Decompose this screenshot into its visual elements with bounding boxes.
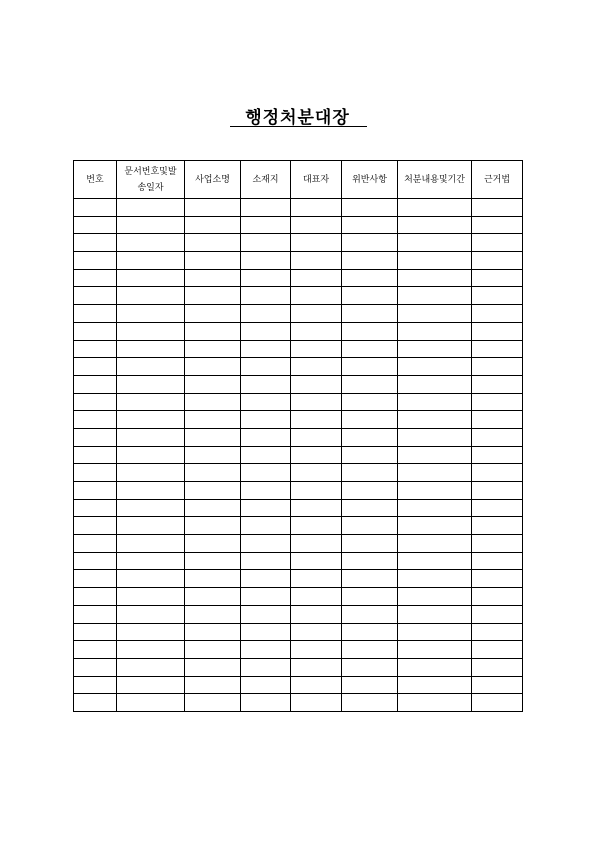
table-cell[interactable] [472, 340, 523, 358]
table-cell[interactable] [241, 623, 291, 641]
table-cell[interactable] [185, 552, 241, 570]
page-title: 행정처분대장 [245, 108, 350, 128]
table-cell[interactable] [342, 464, 398, 482]
table-cell[interactable] [472, 446, 523, 464]
table-cell[interactable] [185, 269, 241, 287]
table-row [74, 411, 523, 429]
title-underline [230, 126, 367, 127]
table-cell[interactable] [398, 375, 472, 393]
table-cell[interactable] [74, 252, 117, 270]
table-cell[interactable] [291, 411, 342, 429]
table-cell[interactable] [472, 464, 523, 482]
table-cell[interactable] [342, 446, 398, 464]
table-cell[interactable] [74, 322, 117, 340]
table-row [74, 464, 523, 482]
table-cell[interactable] [74, 499, 117, 517]
table-cell[interactable] [291, 287, 342, 305]
table-cell[interactable] [398, 482, 472, 500]
table-cell[interactable] [291, 199, 342, 217]
table-cell[interactable] [117, 482, 185, 500]
table-cell[interactable] [398, 340, 472, 358]
table-cell[interactable] [342, 411, 398, 429]
table-cell[interactable] [398, 570, 472, 588]
table-cell[interactable] [398, 305, 472, 323]
register-body [74, 199, 523, 712]
table-cell[interactable] [74, 216, 117, 234]
table-cell[interactable] [241, 535, 291, 553]
table-cell[interactable] [117, 375, 185, 393]
table-cell[interactable] [117, 552, 185, 570]
table-cell[interactable] [74, 552, 117, 570]
table-cell[interactable] [342, 287, 398, 305]
table-row [74, 428, 523, 446]
table-row [74, 570, 523, 588]
table-cell[interactable] [185, 641, 241, 659]
table-cell[interactable] [342, 305, 398, 323]
table-cell[interactable] [398, 605, 472, 623]
table-cell[interactable] [117, 517, 185, 535]
table-cell[interactable] [241, 676, 291, 694]
table-cell[interactable] [342, 605, 398, 623]
table-cell[interactable] [291, 676, 342, 694]
table-cell[interactable] [472, 552, 523, 570]
table-cell[interactable] [117, 535, 185, 553]
table-cell[interactable] [241, 393, 291, 411]
table-cell[interactable] [291, 305, 342, 323]
table-cell[interactable] [291, 252, 342, 270]
table-cell[interactable] [472, 305, 523, 323]
table-cell[interactable] [342, 694, 398, 712]
table-cell[interactable] [291, 482, 342, 500]
table-cell[interactable] [398, 428, 472, 446]
table-row [74, 605, 523, 623]
table-cell[interactable] [472, 588, 523, 606]
table-cell[interactable] [117, 570, 185, 588]
table-cell[interactable] [241, 499, 291, 517]
table-cell[interactable] [398, 322, 472, 340]
table-cell[interactable] [74, 464, 117, 482]
table-cell[interactable] [291, 340, 342, 358]
table-cell[interactable] [398, 623, 472, 641]
table-row [74, 375, 523, 393]
table-cell[interactable] [342, 623, 398, 641]
table-cell[interactable] [342, 552, 398, 570]
table-cell[interactable] [398, 252, 472, 270]
table-cell[interactable] [74, 305, 117, 323]
table-cell[interactable] [185, 588, 241, 606]
table-cell[interactable] [241, 199, 291, 217]
table-row [74, 446, 523, 464]
table-cell[interactable] [241, 375, 291, 393]
table-cell[interactable] [117, 216, 185, 234]
table-cell[interactable] [241, 641, 291, 659]
table-row [74, 482, 523, 500]
table-cell[interactable] [241, 322, 291, 340]
table-cell[interactable] [117, 411, 185, 429]
table-cell[interactable] [472, 322, 523, 340]
table-cell[interactable] [342, 234, 398, 252]
table-cell[interactable] [472, 694, 523, 712]
table-cell[interactable] [398, 269, 472, 287]
table-cell[interactable] [472, 269, 523, 287]
table-cell[interactable] [117, 305, 185, 323]
header-cell-location: 소재지 [241, 161, 291, 199]
table-cell[interactable] [74, 658, 117, 676]
table-cell[interactable] [185, 252, 241, 270]
table-cell[interactable] [117, 623, 185, 641]
table-row [74, 499, 523, 517]
table-cell[interactable] [185, 216, 241, 234]
table-cell[interactable] [74, 676, 117, 694]
table-cell[interactable] [342, 482, 398, 500]
table-cell[interactable] [74, 375, 117, 393]
table-cell[interactable] [74, 694, 117, 712]
table-row [74, 676, 523, 694]
table-cell[interactable] [291, 464, 342, 482]
table-cell[interactable] [241, 340, 291, 358]
table-cell[interactable] [291, 570, 342, 588]
table-cell[interactable] [472, 393, 523, 411]
table-cell[interactable] [185, 464, 241, 482]
table-cell[interactable] [185, 375, 241, 393]
table-cell[interactable] [472, 570, 523, 588]
table-cell[interactable] [291, 234, 342, 252]
table-row [74, 623, 523, 641]
table-cell[interactable] [241, 287, 291, 305]
table-cell[interactable] [472, 623, 523, 641]
table-cell[interactable] [185, 482, 241, 500]
table-cell[interactable] [398, 641, 472, 659]
table-cell[interactable] [472, 676, 523, 694]
table-cell[interactable] [241, 694, 291, 712]
table-cell[interactable] [185, 428, 241, 446]
header-row [74, 161, 523, 199]
table-cell[interactable] [185, 446, 241, 464]
table-row [74, 269, 523, 287]
table-cell[interactable] [74, 393, 117, 411]
table-cell[interactable] [291, 446, 342, 464]
header-cell-violation: 위반사항 [342, 161, 398, 199]
table-cell[interactable] [472, 252, 523, 270]
table-row [74, 216, 523, 234]
table-cell[interactable] [291, 358, 342, 376]
table-cell[interactable] [185, 694, 241, 712]
table-cell[interactable] [74, 517, 117, 535]
table-cell[interactable] [472, 287, 523, 305]
table-cell[interactable] [74, 269, 117, 287]
table-cell[interactable] [74, 605, 117, 623]
table-cell[interactable] [74, 340, 117, 358]
table-cell[interactable] [291, 588, 342, 606]
table-cell[interactable] [185, 605, 241, 623]
table-cell[interactable] [74, 199, 117, 217]
table-cell[interactable] [398, 411, 472, 429]
table-cell[interactable] [342, 499, 398, 517]
table-cell[interactable] [291, 517, 342, 535]
table-cell[interactable] [472, 428, 523, 446]
table-cell[interactable] [185, 322, 241, 340]
table-cell[interactable] [241, 234, 291, 252]
table-row [74, 641, 523, 659]
table-row [74, 393, 523, 411]
table-cell[interactable] [291, 428, 342, 446]
table-cell[interactable] [241, 482, 291, 500]
table-cell[interactable] [472, 411, 523, 429]
table-cell[interactable] [472, 535, 523, 553]
table-cell[interactable] [185, 676, 241, 694]
table-cell[interactable] [472, 658, 523, 676]
table-cell[interactable] [291, 623, 342, 641]
table-cell[interactable] [74, 287, 117, 305]
table-cell[interactable] [74, 234, 117, 252]
table-cell[interactable] [241, 517, 291, 535]
table-cell[interactable] [472, 517, 523, 535]
table-row [74, 552, 523, 570]
table-cell[interactable] [472, 234, 523, 252]
table-row [74, 358, 523, 376]
table-cell[interactable] [241, 552, 291, 570]
table-cell[interactable] [291, 552, 342, 570]
table-cell[interactable] [117, 446, 185, 464]
table-cell[interactable] [398, 216, 472, 234]
table-cell[interactable] [74, 411, 117, 429]
table-cell[interactable] [291, 393, 342, 411]
table-cell[interactable] [74, 588, 117, 606]
table-cell[interactable] [472, 358, 523, 376]
table-row [74, 199, 523, 217]
table-cell[interactable] [398, 234, 472, 252]
table-cell[interactable] [117, 199, 185, 217]
table-cell[interactable] [398, 358, 472, 376]
table-cell[interactable] [342, 517, 398, 535]
table-cell[interactable] [74, 623, 117, 641]
table-cell[interactable] [342, 358, 398, 376]
table-cell[interactable] [398, 464, 472, 482]
table-cell[interactable] [117, 269, 185, 287]
table-cell[interactable] [398, 694, 472, 712]
table-cell[interactable] [117, 428, 185, 446]
table-cell[interactable] [342, 428, 398, 446]
table-cell[interactable] [291, 535, 342, 553]
table-cell[interactable] [291, 375, 342, 393]
table-cell[interactable] [472, 641, 523, 659]
table-cell[interactable] [398, 287, 472, 305]
table-cell[interactable] [291, 322, 342, 340]
table-row [74, 234, 523, 252]
disposition-register-table [73, 160, 523, 712]
table-cell[interactable] [185, 340, 241, 358]
table-row [74, 694, 523, 712]
table-cell[interactable] [342, 570, 398, 588]
table-cell[interactable] [241, 358, 291, 376]
table-row [74, 340, 523, 358]
table-cell[interactable] [291, 658, 342, 676]
table-cell[interactable] [472, 482, 523, 500]
table-cell[interactable] [241, 216, 291, 234]
table-cell[interactable] [472, 499, 523, 517]
table-cell[interactable] [74, 428, 117, 446]
table-cell[interactable] [241, 252, 291, 270]
header-cell-disposition: 처분내용및기간 [398, 161, 472, 199]
header-cell-document-number: 문서번호및발 송일자 [117, 161, 185, 199]
table-cell[interactable] [185, 517, 241, 535]
table-row [74, 658, 523, 676]
table-cell[interactable] [241, 605, 291, 623]
table-cell[interactable] [398, 676, 472, 694]
table-cell[interactable] [398, 535, 472, 553]
table-row [74, 588, 523, 606]
table-cell[interactable] [291, 694, 342, 712]
table-cell[interactable] [291, 499, 342, 517]
table-cell[interactable] [472, 199, 523, 217]
table-cell[interactable] [185, 658, 241, 676]
table-cell[interactable] [117, 252, 185, 270]
table-cell[interactable] [117, 393, 185, 411]
table-cell[interactable] [241, 570, 291, 588]
table-cell[interactable] [117, 358, 185, 376]
table-row [74, 517, 523, 535]
table-cell[interactable] [117, 340, 185, 358]
table-cell[interactable] [185, 535, 241, 553]
table-cell[interactable] [185, 358, 241, 376]
table-cell[interactable] [117, 641, 185, 659]
table-cell[interactable] [342, 340, 398, 358]
table-cell[interactable] [342, 375, 398, 393]
table-cell[interactable] [342, 252, 398, 270]
table-cell[interactable] [291, 269, 342, 287]
table-row [74, 305, 523, 323]
table-cell[interactable] [117, 588, 185, 606]
table-cell[interactable] [117, 499, 185, 517]
table-cell[interactable] [342, 269, 398, 287]
table-cell[interactable] [185, 305, 241, 323]
table-cell[interactable] [398, 199, 472, 217]
table-cell[interactable] [117, 322, 185, 340]
table-cell[interactable] [185, 623, 241, 641]
table-cell[interactable] [398, 446, 472, 464]
table-cell[interactable] [185, 411, 241, 429]
table-cell[interactable] [398, 393, 472, 411]
table-cell[interactable] [117, 694, 185, 712]
table-cell[interactable] [241, 411, 291, 429]
header-cell-business-name: 사업소명 [185, 161, 241, 199]
table-cell[interactable] [241, 464, 291, 482]
table-row [74, 287, 523, 305]
table-cell[interactable] [398, 552, 472, 570]
table-cell[interactable] [342, 676, 398, 694]
table-row [74, 252, 523, 270]
table-cell[interactable] [185, 393, 241, 411]
header-cell-legal-basis: 근거법 [472, 161, 523, 199]
table-cell[interactable] [241, 305, 291, 323]
table-cell[interactable] [241, 446, 291, 464]
table-cell[interactable] [472, 216, 523, 234]
table-cell[interactable] [472, 375, 523, 393]
table-cell[interactable] [342, 199, 398, 217]
table-cell[interactable] [74, 570, 117, 588]
table-cell[interactable] [74, 358, 117, 376]
table-cell[interactable] [342, 588, 398, 606]
header-cell-number: 번호 [74, 161, 117, 199]
table-cell[interactable] [398, 588, 472, 606]
table-cell[interactable] [291, 641, 342, 659]
table-cell[interactable] [185, 199, 241, 217]
table-cell[interactable] [342, 535, 398, 553]
table-row [74, 535, 523, 553]
table-cell[interactable] [342, 216, 398, 234]
table-cell[interactable] [472, 605, 523, 623]
table-cell[interactable] [185, 234, 241, 252]
table-cell[interactable] [241, 269, 291, 287]
table-cell[interactable] [117, 234, 185, 252]
table-cell[interactable] [117, 658, 185, 676]
table-cell[interactable] [185, 499, 241, 517]
table-cell[interactable] [241, 428, 291, 446]
table-cell[interactable] [117, 464, 185, 482]
table-cell[interactable] [117, 605, 185, 623]
table-cell[interactable] [241, 658, 291, 676]
table-cell[interactable] [185, 287, 241, 305]
table-cell[interactable] [291, 605, 342, 623]
table-cell[interactable] [117, 287, 185, 305]
header-cell-representative: 대표자 [291, 161, 342, 199]
table-cell[interactable] [398, 658, 472, 676]
table-cell[interactable] [398, 517, 472, 535]
table-cell[interactable] [398, 499, 472, 517]
table-cell[interactable] [74, 535, 117, 553]
table-row [74, 322, 523, 340]
table-cell[interactable] [342, 641, 398, 659]
table-cell[interactable] [117, 676, 185, 694]
table-cell[interactable] [342, 658, 398, 676]
table-cell[interactable] [291, 216, 342, 234]
table-cell[interactable] [342, 393, 398, 411]
table-cell[interactable] [342, 322, 398, 340]
table-cell[interactable] [74, 641, 117, 659]
table-cell[interactable] [74, 482, 117, 500]
table-cell[interactable] [74, 446, 117, 464]
table-cell[interactable] [185, 570, 241, 588]
table-cell[interactable] [241, 588, 291, 606]
